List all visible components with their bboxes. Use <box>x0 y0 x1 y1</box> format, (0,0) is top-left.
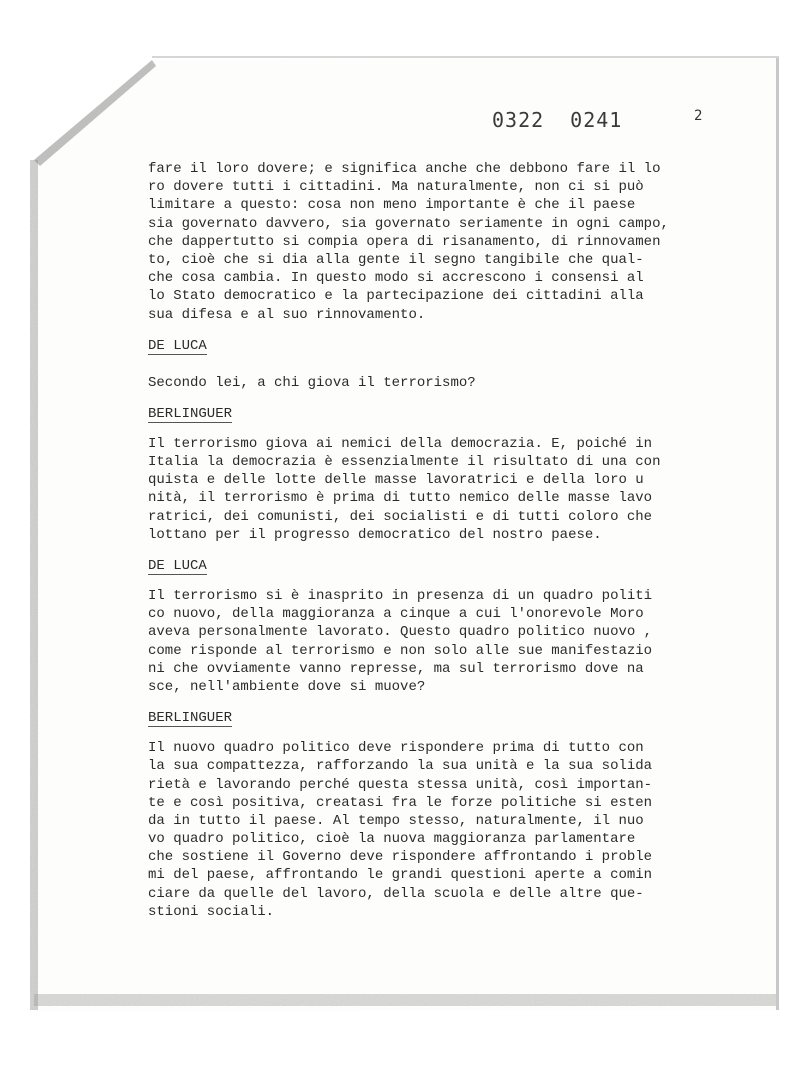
document-code <box>492 108 622 132</box>
text-line: rietà e lavorando perché questa stessa unità, così importan- <box>148 776 653 793</box>
text-line: come risponde al terrorismo e non solo alle sue manifestazio <box>148 642 653 659</box>
text-line: sia governato davvero, sia governato seriamente in ogni campo, <box>148 215 669 232</box>
doc-code-1: 0322 <box>492 108 545 132</box>
paragraph <box>148 587 748 696</box>
text-line: ni che ovviamente vanno represse, ma sul terrorismo dove na <box>148 660 644 677</box>
paragraph <box>148 739 748 921</box>
page-number: 2 <box>694 108 703 124</box>
text-line: to, cioè che si dia alla gente il segno tangibile che qual- <box>148 251 644 268</box>
text-line: che sostiene il Governo deve rispondere affrontando i proble <box>148 849 653 866</box>
text-line: Italia la democrazia è essenzialmente il risultato di una con <box>148 454 661 471</box>
text-line: Secondo lei, a chi giova il terrorismo? <box>148 374 476 391</box>
speaker-label: DE LUCA <box>148 558 207 574</box>
text-line: sua difesa e al suo rinnovamento. <box>148 306 426 323</box>
text-line: stioni sociali. <box>148 903 275 920</box>
text-line: che dappertutto si compia opera di risanamento, di rinnovamen <box>148 233 661 250</box>
text-line: aveva personalmente lavorato. Questo quadro politico nuovo , <box>148 624 653 641</box>
text-line: sce, nell'ambiente dove si muove? <box>148 678 426 695</box>
interview-text <box>148 160 748 921</box>
text-line: lo Stato democratico e la partecipazione dei cittadini alla <box>148 288 644 305</box>
paragraph <box>148 435 748 544</box>
speaker-label: BERLINGUER <box>148 405 233 422</box>
text-line: ciare da quelle del lavoro, della scuola e delle altre que- <box>148 885 644 902</box>
text-line: da in tutto il paese. Al tempo stesso, naturalmente, il nuo <box>148 812 644 829</box>
text-line: nità, il terrorismo è prima di tutto nemico delle masse lavo <box>148 490 653 507</box>
paragraph <box>148 374 748 392</box>
text-line: ratrici, dei comunisti, dei socialisti e di tutti coloro che <box>148 508 653 525</box>
text-line: Il terrorismo giova ai nemici della democrazia. E, poiché in <box>148 435 653 452</box>
text-line: Il terrorismo si è inasprito in presenza di un quadro politi <box>148 588 653 604</box>
text-line: fare il loro dovere; e significa anche che debbono fare il lo <box>148 161 661 177</box>
paragraph <box>148 160 748 324</box>
text-line: ro dovere tutti i cittadini. Ma naturalmente, non ci si può <box>148 179 644 196</box>
text-line: vo quadro politico, cioè la nuova maggioranza parlamentare <box>148 831 636 848</box>
text-line: mi del paese, affrontando le grandi questioni aperte a comin <box>148 867 653 884</box>
text-line: limitare a questo: cosa non meno importante è che il paese <box>148 197 636 214</box>
text-line: lottano per il progresso democratico del nostro paese. <box>148 526 602 543</box>
speaker-label: DE LUCA <box>148 337 207 354</box>
doc-code-2: 0241 <box>570 108 623 132</box>
text-line: co nuovo, della maggioranza a cinque a cui l'onorevole Moro <box>148 606 644 623</box>
text-line: te e così positiva, creatasi fra le forze politiche si esten <box>148 794 653 811</box>
text-line: che cosa cambia. In questo modo si accrescono i consensi al <box>148 270 644 287</box>
text-line: Il nuovo quadro politico deve rispondere prima di tutto con <box>148 740 644 757</box>
text-line: la sua compattezza, rafforzando la sua unità e la sua solida <box>148 758 653 775</box>
speaker-label: BERLINGUER <box>148 710 233 727</box>
text-line: quista e delle lotte delle masse lavoratrici e della loro u <box>148 472 644 489</box>
